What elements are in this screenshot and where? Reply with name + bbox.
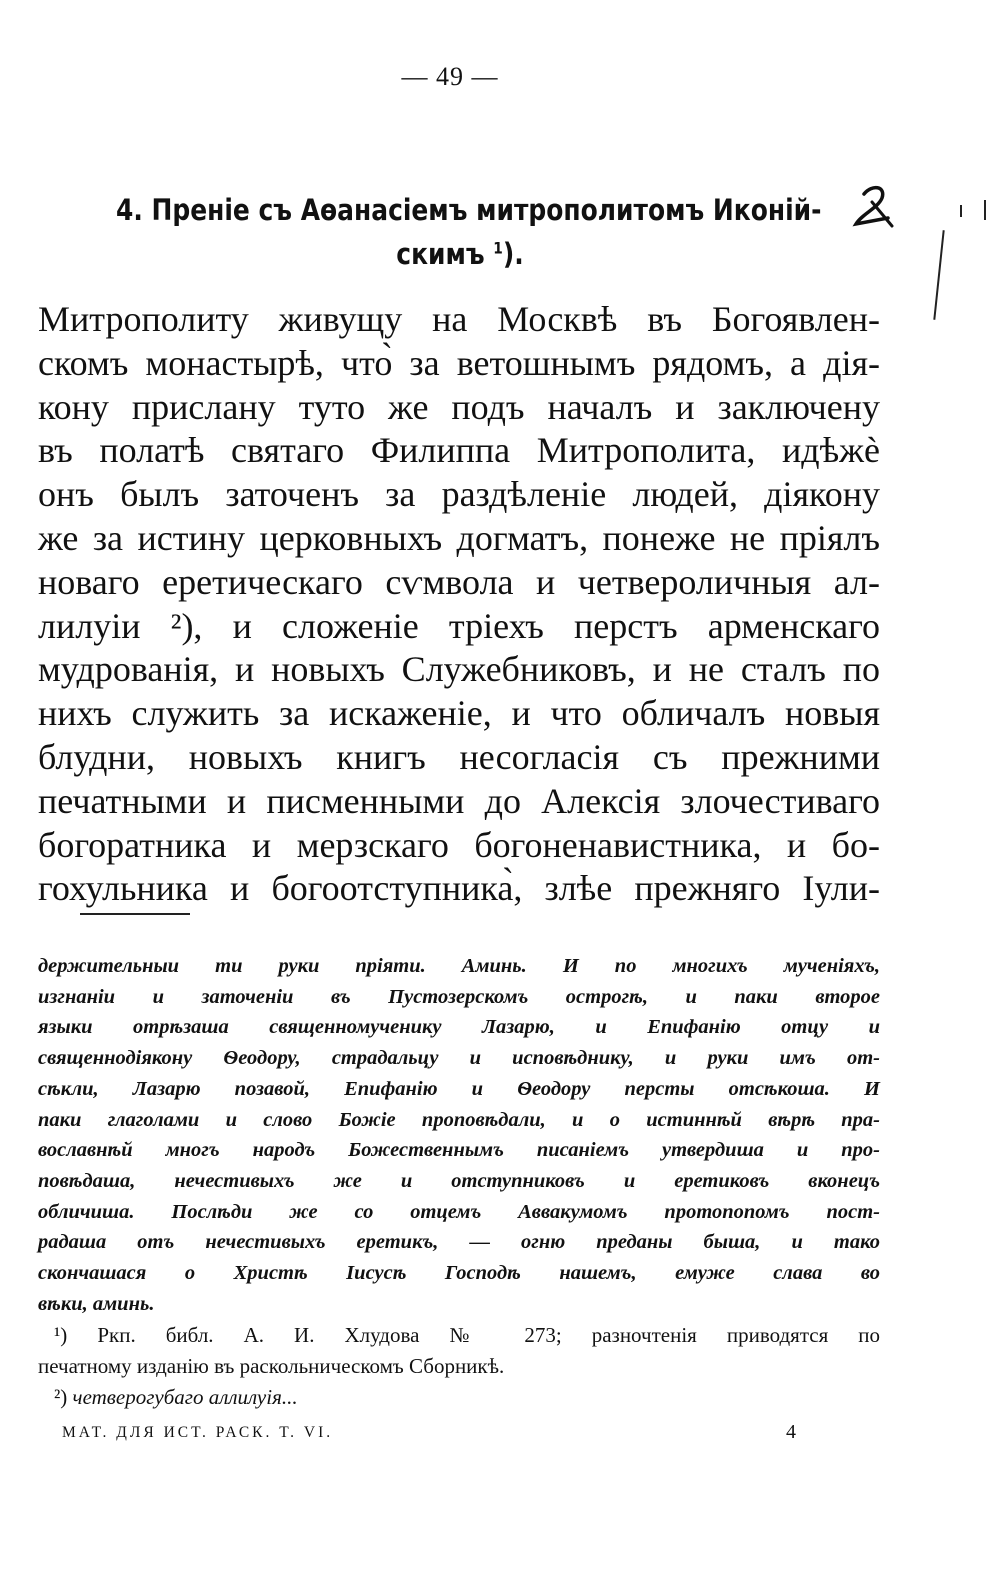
text-line: Митрополиту живущу на Москвѣ въ Богоявлен- [38,299,880,339]
handwritten-annotation [842,180,902,240]
footnote-line: священнодіякону Ѳеодору, страдальцу и исповѣднику, и руки имъ от- [38,1047,880,1070]
footnote-line: сѣкли, Лазарю позавой, Епифанію и Ѳеодору персты отсѣкоша. И [38,1077,880,1100]
margin-mark-1 [933,230,944,320]
footnote-line: языки отрѣзаша священномученику Лазарю, и Епифанію отцу и [38,1016,880,1039]
footnote-separator [80,913,190,915]
heading-footnote-ref: 1 [493,238,503,258]
margin-mark-2 [960,205,962,217]
footnote-1-marker: ¹) [54,1323,68,1347]
heading-line-2-text: скимъ [396,237,485,271]
main-text [38,298,880,911]
text-line: новаго еретическаго сѵмвола и четвероличныя ал- [38,561,880,602]
footnote-line: изгнаніи и заточеніи въ Пустозерскомъ острогѣ, и паки второе [38,985,880,1008]
footnote-line: вославнѣй многъ народъ Божественнымъ писаніемъ утвердиша и про- [38,1139,880,1162]
footnote-2-text: четверогубаго аллилуія... [72,1385,298,1409]
heading-line-2-end: ). [502,237,524,271]
footnote-line: радаша отъ нечестивыхъ еретикъ, — огню преданы быша, и тако [38,1231,880,1254]
footnote-1-line-1 [38,1320,880,1351]
signature-number: 4 [786,1421,796,1443]
text-line: лилуіи ²), и сложеніе тріехъ перстъ арменскаго [38,605,880,646]
heading-line-1: 4. Преніе съ Аѳанасіемъ митрополитомъ Иконій- [116,193,822,227]
footnote-line: вѣки, аминь. [38,1292,155,1315]
footnotes [38,1320,880,1413]
heading-line-2 [116,232,804,276]
text-line: печатными и писменными до Алексія злочестиваго [38,780,880,821]
footnote-2 [38,1382,880,1413]
footnote-line: скончашася о Христѣ Іисусѣ Господѣ нашемъ, емуже слава во [38,1262,880,1285]
text-line: кону прислану туто же подъ началъ и заключену [38,386,880,427]
footnote-line: повѣдаша, нечестивыхъ же и отступниковъ и еретиковъ вконецъ [38,1169,880,1192]
text-line: нихъ служить за искаженіе, и что обличалъ новыя [38,693,880,734]
footnote-line: держительныи ти руки пріяти. Аминь. И по многихъ мученіяхъ, [38,955,880,977]
text-line: онъ былъ заточенъ за раздѣленіе людей, діякону [38,474,880,515]
footnote-continuation [38,951,880,1319]
text-line: богоратника и мерзскаго богоненавистника, и бо- [38,824,880,865]
text-line: же за истину церковныхъ догматъ, понеже не пріялъ [38,517,880,558]
footnote-1-text: Ркп. библ. А. И. Хлудова № 273; разночтенія приводятся по [97,1323,881,1347]
text-line: мудрованія, и новыхъ Служебниковъ, и не сталъ по [38,649,880,690]
margin-mark-3 [984,200,986,220]
text-line: блудни, новыхъ книгъ несогласія съ прежними [38,736,880,777]
text-line: гохульника и богоотступника̀, злѣе прежняго Іули- [38,868,880,909]
text-line: скомъ монастырѣ, что̀ за ветошнымъ рядомъ, а дія- [38,342,880,383]
footnote-1-line-2: печатному изданію въ раскольническомъ Сборникѣ. [38,1354,505,1378]
signature-line: МАТ. ДЛЯ ИСТ. РАСК. Т. VI. [62,1424,334,1441]
page-number: — 49 — [401,62,499,91]
footnote-2-marker: ²) [54,1385,68,1409]
text-line: въ полатѣ святаго Филиппа Митрополита, идѣжѐ [38,430,880,471]
footnote-line: паки глаголами и слово Божіе проповѣдали, и о истиннѣй вѣрѣ пра- [38,1108,880,1131]
section-heading [116,188,822,276]
footnote-line: обличиша. Послѣди же со отцемъ Аввакумомъ протопопомъ пост- [38,1200,880,1223]
